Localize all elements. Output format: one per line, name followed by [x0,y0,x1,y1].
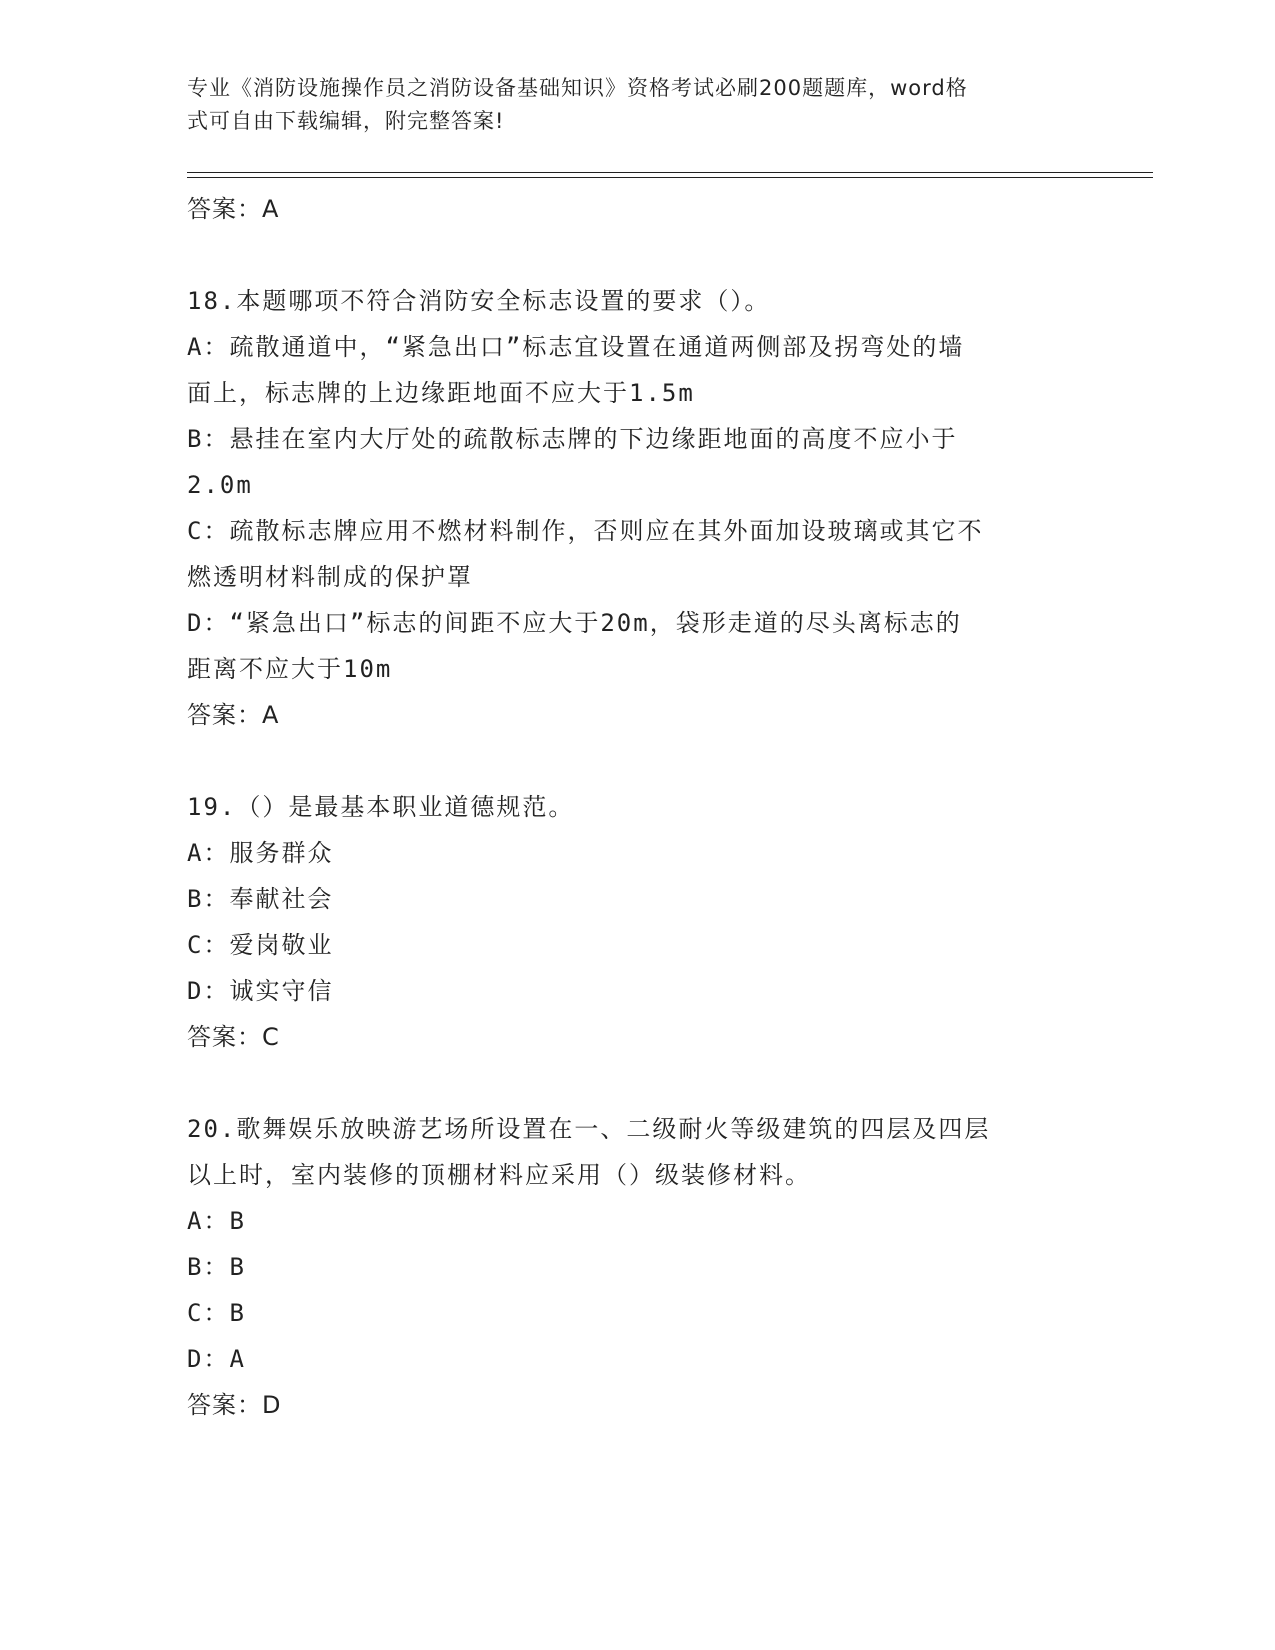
option-a: A：B [187,1207,246,1235]
option-d: D：A [187,1345,246,1373]
question-20 [187,1106,1087,1428]
option-line: C：疏散标志牌应用不燃材料制作，否则应在其外面加设玻璃或其它不 [187,517,984,545]
header-line-1: 专业《消防设施操作员之消防设备基础知识》资格考试必刷200题题库，word格 [187,76,968,100]
document-header [187,72,1067,138]
question-stem: 19.（）是最基本职业道德规范。 [187,793,575,821]
header-rule-bottom [187,177,1153,178]
answer: 答案：D [187,1391,282,1419]
question-stem: 以上时，室内装修的顶棚材料应采用（）级装修材料。 [187,1161,811,1189]
question-stem: 20.歌舞娱乐放映游艺场所设置在一、二级耐火等级建筑的四层及四层 [187,1115,991,1143]
question-19 [187,784,1087,1060]
answer: 答案：C [187,1023,280,1051]
option-line: 燃透明材料制成的保护罩 [187,563,473,591]
header-rule-top [187,172,1153,173]
option-b [187,416,1087,508]
option-b: B：奉献社会 [187,885,334,913]
option-b: B：B [187,1253,246,1281]
option-line: 面上，标志牌的上边缘距地面不应大于1.5m [187,379,695,407]
option-line: D：“紧急出口”标志的间距不应大于20m，袋形走道的尽头离标志的 [187,609,962,637]
option-c: C：爱岗敬业 [187,931,334,959]
option-a [187,324,1087,416]
question-18 [187,278,1087,738]
option-line: 2.0m [187,471,253,499]
question-list [187,186,1087,1428]
option-d: D：诚实守信 [187,977,334,1005]
answer: 答案：A [187,701,280,729]
prev-answer: 答案：A [187,195,280,223]
option-d [187,600,1087,692]
option-line: B：悬挂在室内大厅处的疏散标志牌的下边缘距地面的高度不应小于 [187,425,958,453]
option-a: A：服务群众 [187,839,334,867]
option-line: A：疏散通道中，“紧急出口”标志宜设置在通道两侧部及拐弯处的墙 [187,333,965,361]
option-line: 距离不应大于10m [187,655,393,683]
option-c [187,508,1087,600]
option-c: C：B [187,1299,246,1327]
question-stem: 18.本题哪项不符合消防安全标志设置的要求（）。 [187,287,771,315]
header-line-2: 式可自由下载编辑，附完整答案! [187,109,505,133]
